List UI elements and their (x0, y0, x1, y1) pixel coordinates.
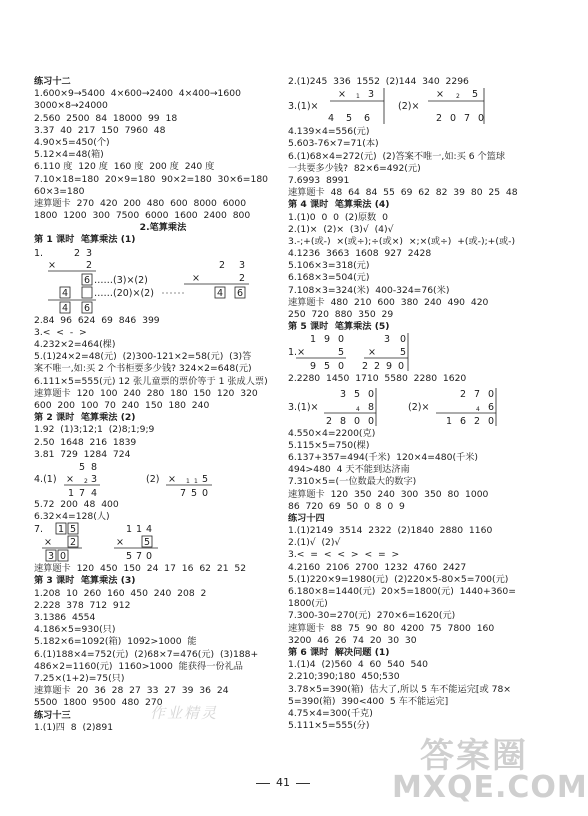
answer-line: 速算题卡 88 75 90 80 4200 75 7800 160 (288, 622, 495, 634)
answer-line: 1.(1)四 8 (2)891 (34, 721, 114, 733)
calc-text: 5 (191, 487, 198, 499)
section-heading: 练习十四 (288, 512, 325, 524)
answer-line: 速算题卡 120 450 150 24 17 16 62 21 52 (34, 563, 247, 575)
calc-text: 2 (219, 259, 226, 271)
answer-line: 3000×8→24000 (34, 100, 108, 112)
answer-line: 6.180×8=1440(元) 20×5=1800(元) 1440+360= (288, 586, 516, 597)
calc-text: × (44, 537, 52, 549)
answer-line: 86 720 69 50 0 8 0 9 (288, 500, 405, 512)
answer-line: 一共要多少钱? 82×6=492(元) (288, 162, 421, 174)
vertical-multiplication-diagram (34, 461, 284, 499)
calc-text: 2 (436, 113, 443, 125)
calc-text: 2 (84, 477, 88, 485)
answer-line: 1800 1200 300 7500 6000 1600 2400 800 (34, 210, 251, 222)
answer-line: 2.84 96 624 69 846 399 (34, 314, 160, 326)
answer-line: 3.< = < < > < = > (288, 549, 400, 561)
vertical-multiplication-diagram (288, 388, 548, 428)
answer-line: 60×3=180 (34, 185, 85, 197)
answer-line: 速算题卡 480 210 600 380 240 490 420 (288, 296, 489, 308)
calc-text: 2 (456, 93, 460, 101)
calc-text: 0 (450, 113, 457, 125)
section-heading: 第 4 课时 笔算乘法 (4) (288, 199, 390, 211)
calc-text: 3 (48, 551, 55, 563)
calc-text: × (168, 473, 176, 485)
calc-text: 1.× (288, 347, 306, 359)
answer-line: 5.(1)220×9=1980(元) (2)220×5-80×5=700(元) (288, 573, 509, 585)
vertical-multiplication-r5-1 (288, 333, 550, 373)
answer-line: 7.6993 8991 (288, 174, 350, 186)
vertical-multiplication-r3 (288, 88, 550, 126)
calc-text: 7 (464, 113, 471, 125)
calc-text: 3 (384, 334, 391, 346)
answer-line: 4.90×5=450(个) (34, 136, 110, 148)
calc-text: 2 (239, 272, 246, 284)
calc-text: × (368, 347, 376, 359)
calc-text: 4 (91, 487, 98, 499)
watermark-answer-circle: 答案圈 (420, 736, 528, 776)
vertical-multiplication-diagram (288, 333, 548, 373)
answer-line: 5.(1)24×2=48(元) (2)300-121×2=58(元) (3)答 (34, 351, 252, 363)
vertical-multiplication-q4 (34, 461, 292, 499)
calc-text: 2 (374, 361, 381, 373)
answer-line: 4.232×2=464(棵) (34, 339, 116, 350)
calc-text: 5 (324, 361, 331, 373)
vertical-multiplication-r5-3 (288, 388, 550, 428)
calc-text: 3 (340, 388, 347, 400)
section-heading: 练习十三 (34, 709, 71, 721)
answer-line: 2.(1)√ (2)√ (288, 537, 341, 549)
answer-line: 486×2=1160(元) 1160>1000 能获得一份礼品 (34, 660, 243, 672)
answer-line: 4.139×4=556(元) (288, 126, 370, 138)
vertical-multiplication-q1 (34, 247, 292, 314)
calc-text: 5 (338, 347, 345, 359)
answer-line: 7.25×(1+2)=75(只) (34, 672, 125, 684)
calc-text: 7 (136, 551, 143, 563)
vertical-multiplication-diagram (34, 247, 284, 314)
answer-line: 2.(1)245 336 1552 (2)144 340 2296 (288, 76, 469, 87)
answer-line: 6.(1)68×4=272(元) (2)答案不唯一,如:买 6 个篮球 (288, 150, 506, 162)
answer-line: 7.108×3=324(米) 400-324=76(米) (288, 284, 450, 296)
calc-text: 0 (338, 361, 345, 373)
section-heading: 练习十二 (34, 76, 71, 87)
calc-text: 8 (368, 401, 375, 413)
answer-line: 1.(1)0 0 0 (2)原数 0 (288, 211, 388, 223)
calc-text: 0 (488, 415, 495, 427)
answer-line: 5.111×5=555(分) (288, 720, 370, 732)
calc-text: × (116, 537, 124, 549)
calc-text: 0 (202, 487, 209, 499)
answer-line: 1800(元) (288, 598, 328, 610)
calc-text: 0 (146, 551, 153, 563)
page-number-text: 41 (276, 776, 290, 789)
calc-text: 3 (239, 259, 246, 271)
right-column (288, 76, 550, 732)
answer-line: 7.310×5=(一位数最大的数字) (288, 476, 417, 488)
calc-text: 2 (86, 259, 93, 271)
answer-line: 5.106×3=318(元) (288, 260, 370, 272)
section-heading: 第 6 课时 解决问题 (1) (288, 646, 390, 658)
answer-line: 4.2160 2106 2700 1232 4760 2427 (288, 561, 467, 573)
watermark-homework: 作业精灵 (150, 704, 219, 722)
answer-line: 速算题卡 270 420 200 480 600 8000 6000 (34, 197, 247, 209)
calc-text: 9 (310, 361, 317, 373)
answer-line: 1.(1)2149 3514 2322 (2)1840 2880 1160 (288, 525, 493, 537)
calc-text: 6 (84, 302, 91, 314)
calc-text: 8 (91, 461, 98, 473)
answer-line: 4.75×4=300(千克) (288, 707, 373, 719)
calc-text: 0 (398, 361, 405, 373)
calc-text: × (192, 272, 200, 284)
answer-line: 5.72 200 48 400 (34, 498, 119, 510)
answer-line: 4.186×5=930(只) (34, 624, 116, 636)
answer-line: 3.37 40 217 150 7960 48 (34, 124, 166, 136)
calc-text: 5 (472, 89, 479, 101)
calc-text: 6 (460, 415, 467, 427)
calc-text: 4 (62, 302, 69, 314)
answer-line: 3.81 729 1284 724 (34, 448, 131, 460)
calc-box-1: 6 (84, 274, 91, 286)
answer-line: 2.560 2500 84 18000 99 18 (34, 112, 178, 124)
calc-text: 0 (368, 415, 375, 427)
answer-line: 速算题卡 120 350 240 300 350 80 1000 (288, 488, 489, 500)
calc-text: 3 (368, 89, 375, 101)
answer-line: 4.1236 3663 1608 927 2428 (288, 248, 432, 260)
calc-text: 8 (340, 415, 347, 427)
answer-line: 6.137+357=494(千米) 120×4=480(千米) (288, 451, 479, 463)
answer-line: 2.2280 1450 1710 5580 2280 1620 (288, 373, 467, 385)
left-column (34, 76, 292, 734)
answer-line: 6.110 度 120 度 160 度 200 度 240 度 (34, 161, 215, 173)
answer-line: 案不唯一,如:买 2 个书柜要多少钱? 324×2=648(元) (34, 363, 252, 375)
section-heading: 第 2 课时 笔算乘法 (2) (34, 412, 136, 424)
answer-line: 2.228 378 712 912 (34, 599, 131, 611)
calc-text: 5 (79, 461, 86, 473)
calc-text: 0 (478, 113, 485, 125)
answer-line: 250 720 880 350 29 (288, 309, 394, 320)
answer-line: 7.300-30=270(元) 270×6=1620(元) (288, 610, 456, 622)
calc-text: 2 (74, 247, 81, 259)
answer-line: 2.(1)× (2)× (3)√ (4)√ (288, 223, 394, 235)
calc-text: 1. (34, 247, 44, 259)
answer-line: 6.111×5=555(元) 12 张儿童票的票价等于 1 张成人票) (34, 375, 268, 387)
calc-box-3: 4 (62, 287, 69, 299)
calc-text: 4.(1) (34, 473, 57, 485)
calc-text: 5 (346, 113, 353, 125)
calc-text: 6 (488, 401, 495, 413)
section-heading: 第 3 课时 笔算乘法 (3) (34, 575, 136, 587)
vertical-multiplication-diagram (34, 523, 284, 563)
calc-text: 4 (217, 287, 224, 299)
section-heading: 2.笔算乘法 (139, 222, 187, 234)
answer-line: 3.< < - > (34, 326, 87, 338)
answer-line: 1.208 10 260 160 450 240 208 2 (34, 587, 207, 599)
calc-text: 5 (144, 537, 151, 549)
answer-line: 5.115×5=750(棵) (288, 439, 370, 451)
calc-text: 4 (476, 405, 480, 413)
calc-text: 5 (202, 473, 209, 485)
calc-text: 9 (324, 334, 331, 346)
answer-line: 4.550×4=2200(克) (288, 427, 376, 439)
calc-text: 1 (194, 477, 198, 485)
calc-text: 0 (338, 334, 345, 346)
answer-line: 2.50 1648 216 1839 (34, 436, 137, 448)
calc-text: 0 (60, 551, 67, 563)
answer-line: 6.(1)188×4=752(元) (2)68×7=476(元) (3)188+ (34, 648, 259, 660)
calc-text: 1 (136, 524, 143, 536)
answer-line: 2.210;390;180 450;530 (288, 671, 400, 683)
calc-text: 6 (364, 113, 371, 125)
calc-text: 0 (400, 334, 407, 346)
calc-text: 2 (474, 415, 481, 427)
calc-text: 5 (354, 388, 361, 400)
answer-line: 1.(1)4 (2)560 4 60 540 540 (288, 659, 428, 671)
calc-note-2: ……(20)×(2) (94, 287, 154, 299)
calc-text: × (48, 259, 56, 271)
answer-line: 3200 46 26 74 20 30 30 (288, 634, 417, 646)
answer-line: 速算题卡 120 100 240 280 180 150 120 320 (34, 387, 258, 399)
calc-text: 3 (91, 473, 98, 485)
answer-line: 5.603-76×7=71(本) (288, 138, 379, 150)
calc-text: 9 (386, 361, 393, 373)
calc-text: × (338, 89, 346, 101)
calc-text: 1 (58, 524, 65, 536)
calc-text: 2 (362, 361, 369, 373)
calc-text: 7 (474, 388, 481, 400)
watermark-site: MXQE.COM (392, 770, 588, 805)
calc-text: (2) (146, 473, 160, 485)
answer-line: 5.12×4=48(箱) (34, 149, 104, 161)
section-heading: 第 1 课时 笔算乘法 (1) (34, 234, 136, 246)
calc-text: 3 (86, 247, 93, 259)
answer-line: 速算题卡 48 64 84 55 69 62 82 39 80 25 48 (288, 187, 518, 199)
answer-line: 3.1386 4554 (34, 612, 96, 623)
section-heading: 第 5 课时 笔算乘法 (5) (288, 321, 390, 333)
calc-text: 2 (70, 537, 77, 549)
calc-text: 1 (446, 415, 453, 427)
calc-text: (2)× (408, 401, 430, 413)
calc-text: 3.(1)× (288, 401, 319, 413)
answer-line: 速算题卡 20 36 28 27 33 27 39 36 24 (34, 685, 229, 697)
calc-text: 7. (34, 524, 44, 536)
calc-text: × (436, 89, 444, 101)
calc-text: 5 (70, 524, 77, 536)
answer-line: 6.32×4=128(人) (34, 511, 110, 523)
calc-text: 2 (326, 415, 333, 427)
vertical-multiplication-q7 (34, 523, 292, 563)
answer-line: 7.10×18=180 20×9=180 90×2=180 30×6=180 (34, 173, 269, 185)
calc-text: 5 (126, 551, 133, 563)
answer-line: 494>480 4 天不能到达济南 (288, 464, 410, 476)
answer-line: 600 200 100 70 240 150 180 240 (34, 399, 210, 411)
calc-text: 0 (488, 388, 495, 400)
calc-text: 2 (460, 388, 467, 400)
page-number-dash (256, 783, 270, 784)
calc-text: 0 (368, 388, 375, 400)
answer-line: 3.78×5=390(箱) 估大了,所以 5 车不能运完[或 78× (288, 683, 511, 695)
calc-text: 3.(1)× (288, 101, 319, 113)
calc-text: 4 (328, 113, 335, 125)
calc-text: × (66, 473, 74, 485)
calc-text: 1 (356, 93, 360, 101)
page-number-dash (296, 783, 310, 784)
calc-text: 7 (180, 487, 187, 499)
calc-text: 1 (186, 477, 190, 485)
calc-text: (2)× (398, 101, 420, 113)
answer-line: 3.-;+(或-) ×(或÷);÷(或×) ×;×(或÷) +(或-);+(或-) (288, 235, 516, 247)
calc-text: 6 (237, 287, 244, 299)
answer-line: 5500 1800 9500 480 270 (34, 697, 163, 709)
answer-line: 6.168×3=504(元) (288, 272, 370, 284)
calc-text: 1 (68, 487, 75, 499)
vertical-multiplication-diagram (288, 88, 548, 126)
calc-text: 0 (354, 415, 361, 427)
calc-text: 4 (356, 405, 360, 413)
calc-text: 1 (310, 334, 317, 346)
calc-text: 7 (79, 487, 86, 499)
answer-line: 5=390(箱) 390<400 5 车不能运完] (288, 695, 449, 707)
calc-text: 1 (126, 524, 133, 536)
calc-note-1: ……(3)×(2) (94, 274, 148, 286)
answer-line: 1.600×9→5400 4×600→2400 4×400→1600 (34, 88, 241, 100)
answer-line: 5.182×6=1092(箱) 1092>1000 能 (34, 636, 197, 648)
calc-text: 5 (400, 347, 407, 359)
calc-text: 4 (146, 524, 153, 536)
answer-line: 1.92 (1)3;12;1 (2)8;1;9;9 (34, 424, 155, 436)
